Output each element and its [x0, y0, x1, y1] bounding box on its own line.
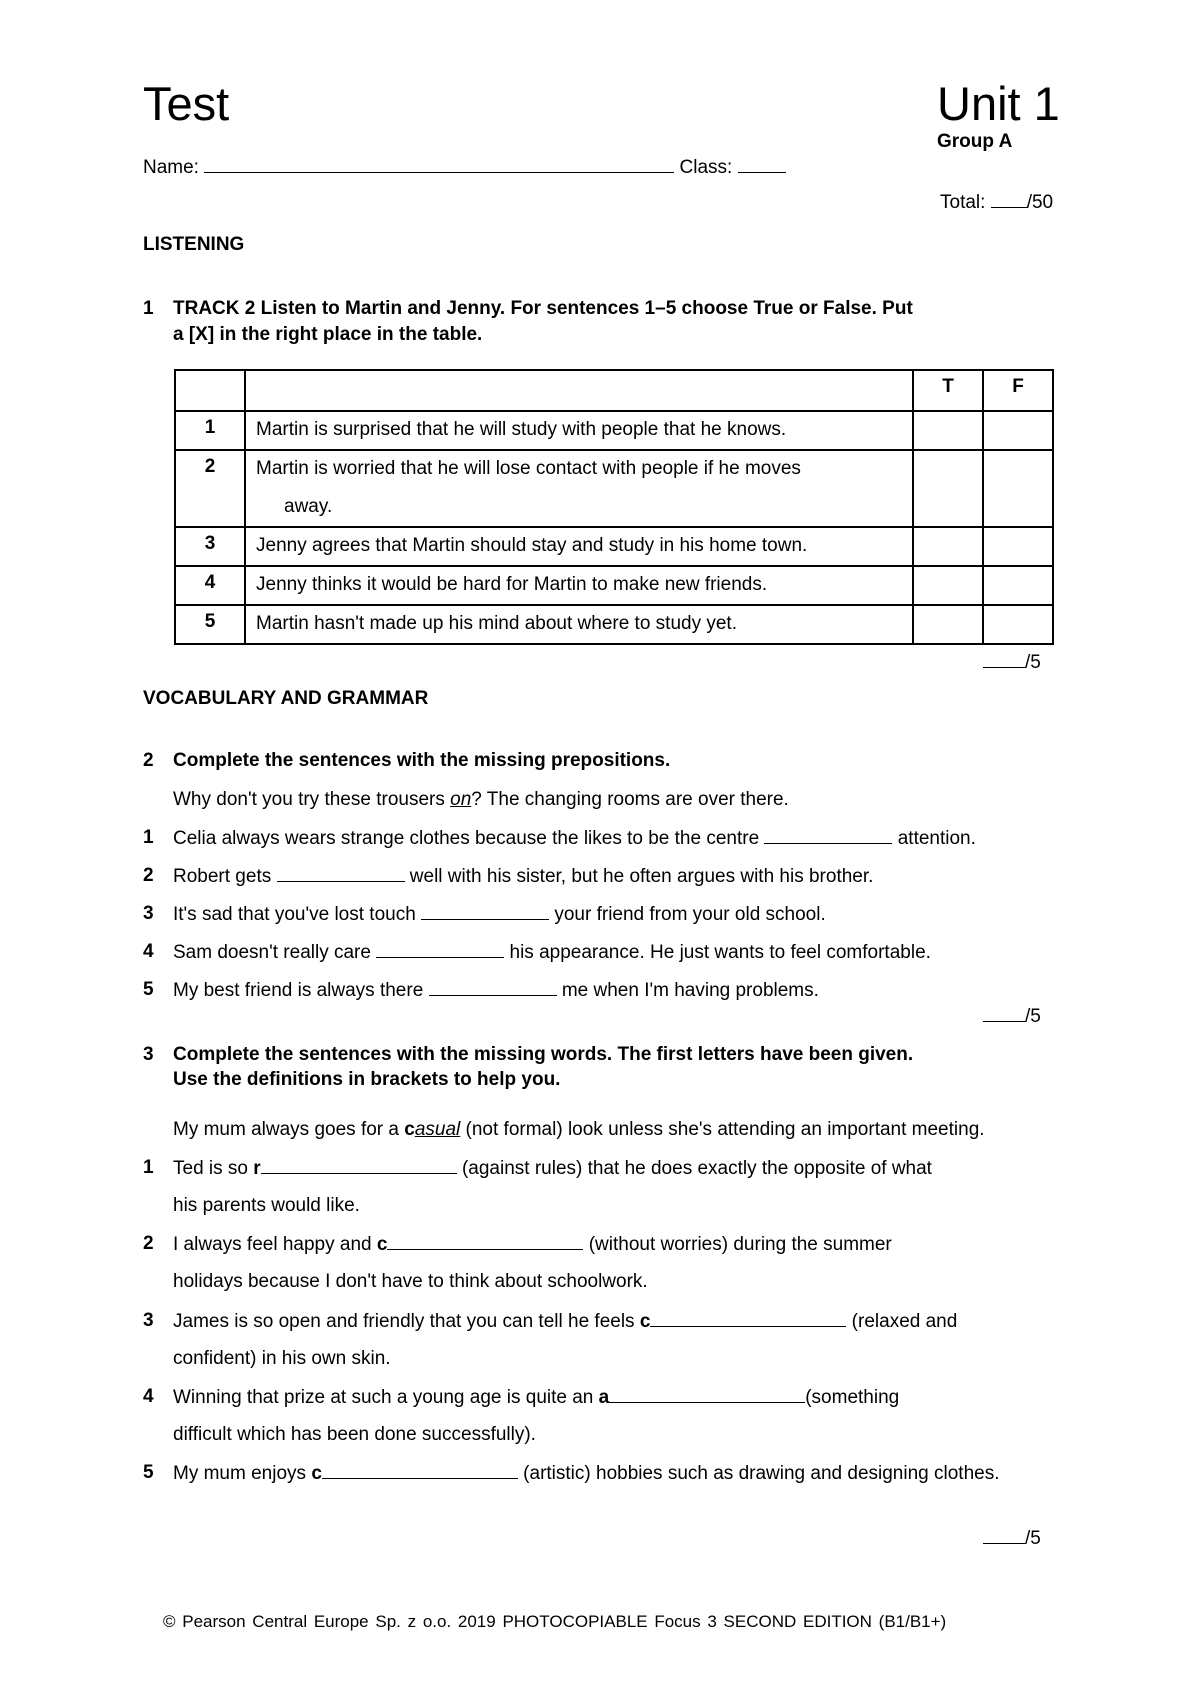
statement-text: Martin is surprised that he will study with people that he knows.	[256, 419, 787, 440]
row-statement	[245, 450, 913, 527]
group-label: Group A	[937, 131, 1013, 152]
exercise-1-instruction-line2: a [X] in the right place in the table.	[173, 324, 483, 345]
exercise-2-instruction: Complete the sentences with the missing prepositions.	[173, 750, 671, 771]
footer-copyright: © Pearson Central Europe Sp. z o.o. 2019 PHOTOCOPIABLE Focus 3 SECOND EDITION (B1/B1+)	[163, 1612, 947, 1631]
blank-field[interactable]	[429, 979, 557, 996]
example-answer: on	[450, 789, 472, 810]
item-number: 3	[143, 1310, 154, 1331]
score-field[interactable]	[983, 1527, 1025, 1544]
listening-heading: LISTENING	[143, 234, 245, 255]
row-statement	[245, 605, 913, 644]
table-row	[175, 450, 1053, 527]
answer-cell-t[interactable]	[913, 450, 983, 527]
total-field[interactable]	[991, 191, 1027, 208]
column-t-header: T	[913, 370, 983, 411]
table-row	[175, 566, 1053, 605]
blank-field[interactable]	[764, 827, 892, 844]
statement-text: Martin is worried that he will lose contact with people if he moves	[256, 458, 801, 479]
exercise-1-instruction: TRACK 2 Listen to Martin and Jenny. For sentences 1–5 choose True or False. Put	[173, 298, 913, 319]
statement-text: Jenny thinks it would be hard for Martin to make new friends.	[256, 574, 768, 595]
row-statement	[245, 411, 913, 450]
vocab-heading: VOCABULARY AND GRAMMAR	[143, 688, 429, 709]
exercise-3-item-cont: holidays because I don't have to think about schoolwork.	[173, 1271, 648, 1292]
exercise-2-item: It's sad that you've lost touch your friend from your old school.	[173, 904, 826, 925]
statement-text: Martin hasn't made up his mind about where to study yet.	[256, 613, 737, 634]
unit-title: Unit 1	[937, 77, 1060, 130]
statement-text: Jenny agrees that Martin should stay and study in his home town.	[256, 535, 808, 556]
item-number: 4	[143, 1386, 154, 1407]
exercise-3-number: 3	[143, 1044, 154, 1065]
exercise-1-score	[983, 651, 1041, 674]
table-row	[175, 527, 1053, 566]
class-field[interactable]	[738, 156, 786, 173]
item-number: 5	[143, 1462, 154, 1483]
exercise-2-item: My best friend is always there me when I'm having problems.	[173, 980, 819, 1001]
item-number: 2	[143, 865, 154, 886]
answer-cell-f[interactable]	[983, 411, 1053, 450]
total-row	[940, 191, 1053, 214]
score-field[interactable]	[983, 651, 1025, 668]
answer-cell-f[interactable]	[983, 450, 1053, 527]
exercise-2-item: Celia always wears strange clothes because the likes to be the centre attention.	[173, 828, 976, 849]
blank-field[interactable]	[322, 1462, 518, 1479]
exercise-2-item: Robert gets well with his sister, but he often argues with his brother.	[173, 866, 874, 887]
exercise-2-item: Sam doesn't really care his appearance. He just wants to feel comfortable.	[173, 942, 931, 963]
table-row	[175, 411, 1053, 450]
answer-cell-t[interactable]	[913, 605, 983, 644]
table-header-row	[175, 370, 1053, 411]
example-answer: asual	[414, 1119, 461, 1140]
true-false-table	[174, 369, 1054, 645]
name-label: Name:	[143, 157, 199, 178]
blank-field[interactable]	[650, 1310, 846, 1327]
blank-field[interactable]	[261, 1157, 457, 1174]
row-statement	[245, 527, 913, 566]
item-number: 2	[143, 1233, 154, 1254]
exercise-3-score	[983, 1527, 1041, 1550]
exercise-3-example: My mum always goes for a casual (not formal) look unless she's attending an important meeting.	[173, 1119, 985, 1140]
answer-cell-t[interactable]	[913, 566, 983, 605]
blank-field[interactable]	[376, 941, 504, 958]
row-number: 2	[175, 450, 245, 527]
item-number: 4	[143, 941, 154, 962]
answer-cell-f[interactable]	[983, 527, 1053, 566]
answer-cell-t[interactable]	[913, 527, 983, 566]
exercise-2-score	[983, 1005, 1041, 1028]
total-max: /50	[1026, 192, 1054, 213]
item-number: 1	[143, 827, 154, 848]
blank-field[interactable]	[387, 1233, 583, 1250]
total-label: Total:	[940, 192, 986, 213]
exercise-3-item: My mum enjoys c (artistic) hobbies such as drawing and designing clothes.	[173, 1463, 1000, 1484]
exercise-3-item-cont: difficult which has been done successfully).	[173, 1424, 536, 1445]
answer-cell-t[interactable]	[913, 411, 983, 450]
statement-text-cont: away.	[284, 496, 333, 517]
exercise-3-item-cont: confident) in his own skin.	[173, 1348, 391, 1369]
table-row	[175, 605, 1053, 644]
exercise-3-item: James is so open and friendly that you can tell he feels c (relaxed and	[173, 1311, 958, 1332]
row-number: 5	[175, 605, 245, 644]
item-number: 5	[143, 979, 154, 1000]
item-number: 1	[143, 1157, 154, 1178]
row-statement	[245, 566, 913, 605]
name-row	[143, 156, 786, 179]
item-number: 3	[143, 903, 154, 924]
answer-cell-f[interactable]	[983, 605, 1053, 644]
blank-field[interactable]	[609, 1386, 805, 1403]
exercise-3-instruction: Complete the sentences with the missing words. The first letters have been given.	[173, 1044, 914, 1065]
exercise-3-instruction-line2: Use the definitions in brackets to help you.	[173, 1069, 561, 1090]
row-number: 3	[175, 527, 245, 566]
exercise-3-item: I always feel happy and c (without worries) during the summer	[173, 1234, 892, 1255]
class-label: Class:	[679, 157, 733, 178]
exercise-3-item: Winning that prize at such a young age is quite an a (something	[173, 1387, 900, 1408]
name-field[interactable]	[204, 156, 674, 173]
score-max: /5	[1025, 1006, 1041, 1027]
exercise-3-item: Ted is so r (against rules) that he does exactly the opposite of what	[173, 1158, 932, 1179]
column-f-header: F	[983, 370, 1053, 411]
score-max: /5	[1025, 652, 1041, 673]
blank-field[interactable]	[421, 903, 549, 920]
blank-field[interactable]	[277, 865, 405, 882]
page-title: Test	[143, 77, 230, 130]
row-number: 1	[175, 411, 245, 450]
answer-cell-f[interactable]	[983, 566, 1053, 605]
exercise-2-number: 2	[143, 750, 154, 771]
exercise-2-example: Why don't you try these trousers on? The changing rooms are over there.	[173, 789, 789, 810]
score-max: /5	[1025, 1528, 1041, 1549]
exercise-1-number: 1	[143, 298, 154, 319]
row-number: 4	[175, 566, 245, 605]
score-field[interactable]	[983, 1005, 1025, 1022]
exercise-3-item-cont: his parents would like.	[173, 1195, 360, 1216]
